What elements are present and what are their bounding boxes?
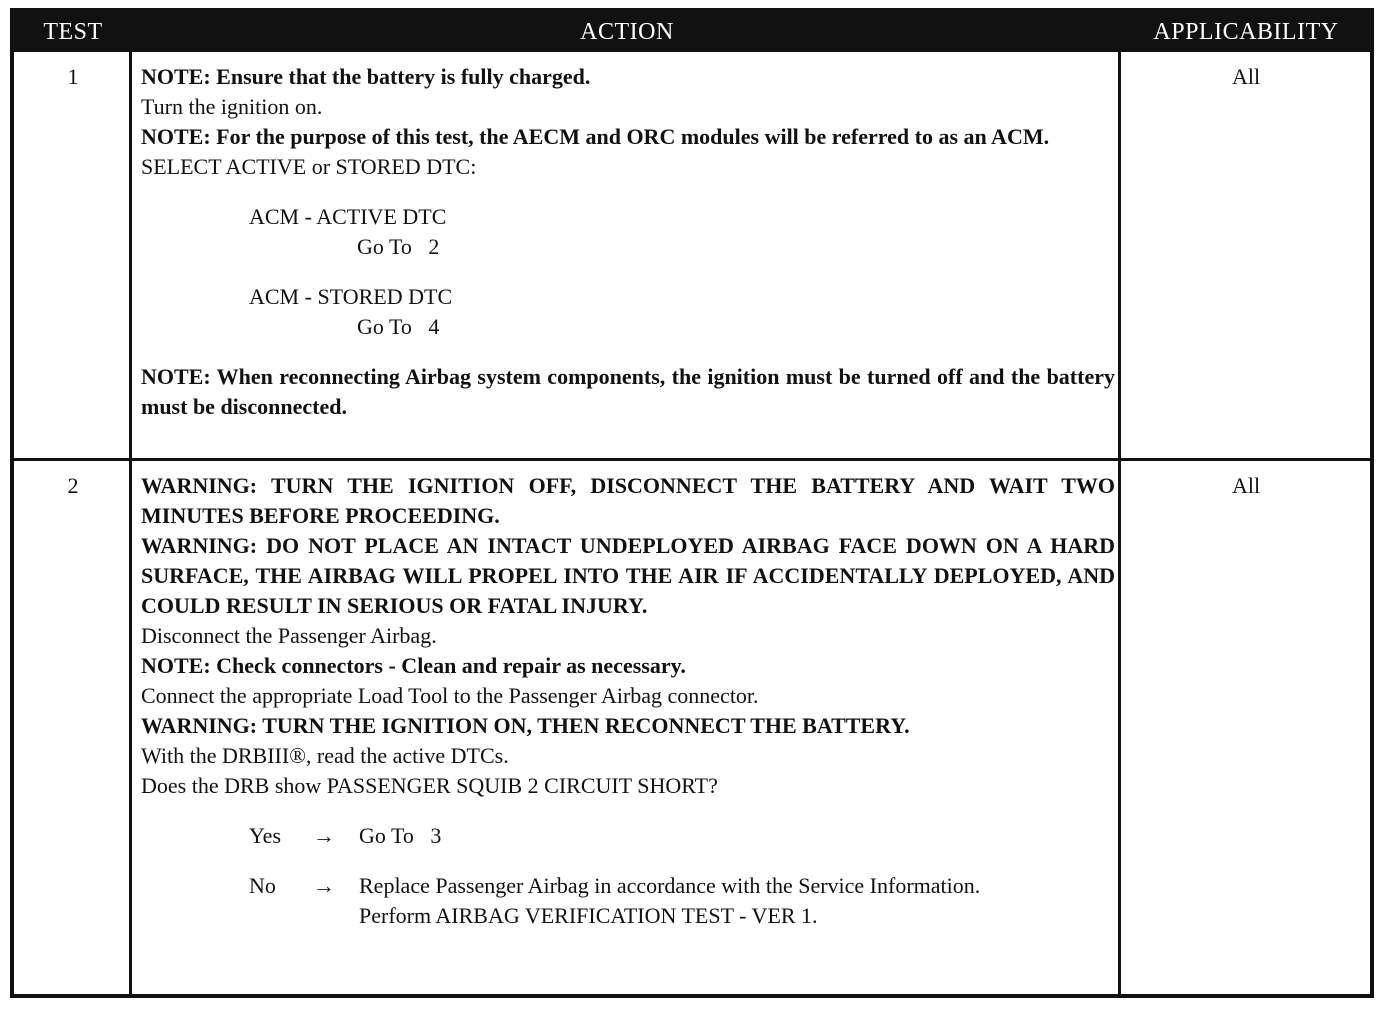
note: NOTE: For the purpose of this test, the AECM and ORC modules will be referred to as an ACM. <box>141 124 1050 149</box>
note: NOTE: When reconnecting Airbag system components, the ignition must be turned off and the battery must be disconnected. <box>141 364 1115 419</box>
step: Turn the ignition on. <box>141 94 323 119</box>
action-cell <box>141 471 1115 931</box>
step: Connect the appropriate Load Tool to the Passenger Airbag connector. <box>141 683 759 708</box>
header-applicability: APPLICABILITY <box>1153 19 1339 45</box>
arrow-right-icon: → <box>313 823 335 848</box>
action-cell <box>141 62 1115 422</box>
yes-label: Yes <box>249 823 282 848</box>
no-option <box>141 871 1115 931</box>
header-action: ACTION <box>580 19 674 45</box>
note: NOTE: Check connectors - Clean and repair as necessary. <box>141 653 686 678</box>
no-text-group <box>359 871 1115 931</box>
no-label: No <box>249 873 276 898</box>
question: Does the DRB show PASSENGER SQUIB 2 CIRCUIT SHORT? <box>141 773 718 798</box>
no-text-2: Perform AIRBAG VERIFICATION TEST - VER 1. <box>359 903 818 928</box>
header-test: TEST <box>43 19 103 45</box>
test-number: 1 <box>67 64 79 89</box>
choice-label: ACM - ACTIVE DTC <box>249 204 447 229</box>
note: NOTE: Ensure that the battery is fully charged. <box>141 64 591 89</box>
row-divider <box>14 458 1370 461</box>
yes-text: Go To 3 <box>359 823 442 848</box>
no-text: Replace Passenger Airbag in accordance with the Service Information. <box>359 873 981 898</box>
column-divider <box>129 52 132 994</box>
warning: WARNING: DO NOT PLACE AN INTACT UNDEPLOYED AIRBAG FACE DOWN ON A HARD SURFACE, THE AIRBAG WILL PROPEL INTO THE AIR IF ACCIDENTALLY DEPLOYED, AND COULD RESULT IN SERIOUS OR FATAL INJURY. <box>141 533 1115 618</box>
diagnostic-table <box>10 8 1374 998</box>
warning: WARNING: TURN THE IGNITION OFF, DISCONNECT THE BATTERY AND WAIT TWO MINUTES BEFORE PROCEEDING. <box>141 473 1115 528</box>
table-header <box>14 12 1370 52</box>
choice-goto: Go To 4 <box>357 314 440 339</box>
yes-option <box>141 821 1115 851</box>
arrow-right-icon: → <box>313 873 335 898</box>
step: Disconnect the Passenger Airbag. <box>141 623 437 648</box>
step: With the DRBIII®, read the active DTCs. <box>141 743 509 768</box>
applicability-value: All <box>1231 473 1261 498</box>
choice-label: ACM - STORED DTC <box>249 284 453 309</box>
choice-goto: Go To 2 <box>357 234 440 259</box>
column-divider <box>1118 52 1121 994</box>
applicability-value: All <box>1231 64 1261 89</box>
select-prompt: SELECT ACTIVE or STORED DTC: <box>141 154 477 179</box>
warning: WARNING: TURN THE IGNITION ON, THEN RECONNECT THE BATTERY. <box>141 713 910 738</box>
test-number: 2 <box>67 473 79 498</box>
